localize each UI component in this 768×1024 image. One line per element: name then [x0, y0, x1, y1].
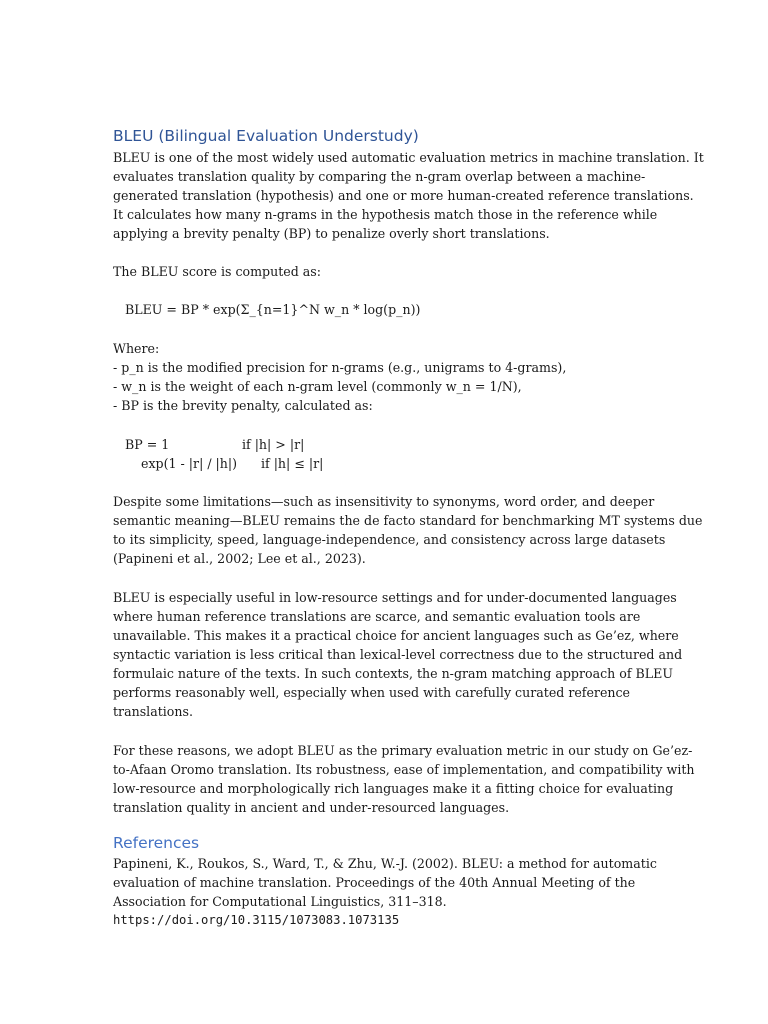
- bp-case-2-condition: if |h| ≤ |r|: [261, 456, 324, 471]
- low-resource-line: translations.: [113, 704, 193, 719]
- reasons-line: For these reasons, we adopt BLEU as the primary evaluation metric in our study on Ge’ez-: [113, 743, 693, 758]
- limitations-line: Despite some limitations—such as insensitivity to synonyms, word order, and deeper: [113, 494, 655, 509]
- reasons-line: translation quality in ancient and under-resourced languages.: [113, 800, 510, 815]
- bp-case-2: exp(1 - |r| / |h|): [141, 456, 238, 471]
- reasons-line: low-resource and morphologically rich languages make it a fitting choice for evaluating: [113, 781, 674, 796]
- where-line: - BP is the brevity penalty, calculated as:: [113, 398, 373, 413]
- intro-line: BLEU is one of the most widely used automatic evaluation metrics in machine translation. It: [113, 150, 704, 165]
- where-line: Where:: [113, 341, 160, 356]
- where-line: - w_n is the weight of each n-gram level (commonly w_n = 1/N),: [113, 379, 522, 394]
- limitations-line: to its simplicity, speed, language-independence, and consistency across large datasets: [113, 532, 666, 547]
- limitations-line: (Papineni et al., 2002; Lee et al., 2023).: [113, 551, 366, 566]
- bleu-formula: BLEU = BP * exp(Σ_{n=1}^N w_n * log(p_n)): [125, 302, 421, 317]
- references-heading: References: [113, 834, 200, 852]
- intro-line: evaluates translation quality by comparing the n-gram overlap between a machine-: [113, 169, 646, 184]
- low-resource-line: where human reference translations are scarce, and semantic evaluation tools are: [113, 609, 641, 624]
- intro-line: applying a brevity penalty (BP) to penalize overly short translations.: [113, 226, 550, 241]
- intro-line: It calculates how many n-grams in the hypothesis match those in the reference while: [113, 207, 658, 222]
- low-resource-line: unavailable. This makes it a practical choice for ancient languages such as Ge’ez, where: [113, 628, 679, 643]
- bp-case-1: BP = 1: [125, 437, 170, 452]
- reasons-line: to-Afaan Oromo translation. Its robustness, ease of implementation, and compatibility with: [113, 762, 695, 777]
- reference-line: Papineni, K., Roukos, S., Ward, T., & Zhu, W.-J. (2002). BLEU: a method for automatic: [113, 856, 657, 871]
- section-heading-bleu: BLEU (Bilingual Evaluation Understudy): [113, 127, 419, 145]
- low-resource-line: syntactic variation is less critical than lexical-level correctness due to the structured and: [113, 647, 683, 662]
- low-resource-line: performs reasonably well, especially when used with carefully curated reference: [113, 685, 631, 700]
- intro-line: generated translation (hypothesis) and one or more human-created reference translations.: [113, 188, 694, 203]
- bp-case-1-condition: if |h| > |r|: [242, 437, 305, 452]
- low-resource-line: BLEU is especially useful in low-resource settings and for under-documented languages: [113, 590, 677, 605]
- reference-line: Association for Computational Linguistics, 311–318.: [113, 894, 447, 909]
- where-line: - p_n is the modified precision for n-grams (e.g., unigrams to 4-grams),: [113, 360, 567, 375]
- limitations-line: semantic meaning—BLEU remains the de facto standard for benchmarking MT systems due: [113, 513, 703, 528]
- low-resource-line: formulaic nature of the texts. In such contexts, the n-gram matching approach of BLEU: [113, 666, 673, 681]
- computed-as-text: The BLEU score is computed as:: [113, 264, 322, 279]
- reference-doi-link[interactable]: https://doi.org/10.3115/1073083.1073135: [113, 913, 400, 927]
- reference-line: evaluation of machine translation. Proceedings of the 40th Annual Meeting of the: [113, 875, 636, 890]
